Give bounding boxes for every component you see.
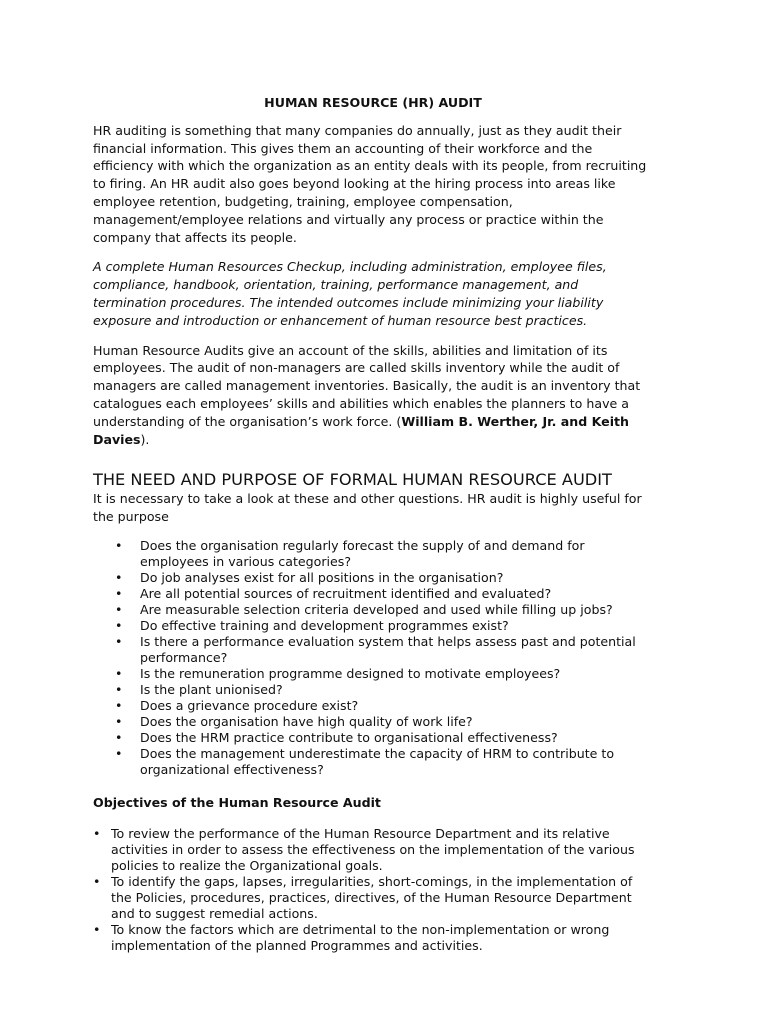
- bullet-icon: •: [115, 633, 123, 649]
- list-item: [93, 602, 653, 618]
- objectives-heading: Objectives of the Human Resource Audit: [93, 794, 381, 810]
- bullet-icon: •: [115, 585, 123, 601]
- list-item-text: Are measurable selection criteria developed and used while filling up jobs?: [140, 601, 613, 617]
- bullet-icon: •: [115, 617, 123, 633]
- list-item: [93, 570, 653, 586]
- list-item-text: Does the organisation regularly forecast the supply of and demand for employees in various categories?: [140, 537, 585, 569]
- list-item-text: Is the plant unionised?: [140, 681, 283, 697]
- bullet-icon: •: [115, 713, 123, 729]
- bullet-icon: •: [93, 921, 101, 937]
- list-item-text: To identify the gaps, lapses, irregularities, short-comings, in the implementation of the Policies, procedures, practices, directives, of the Human Resource Department and to suggest remedial actions.: [111, 873, 633, 921]
- section-heading: THE NEED AND PURPOSE OF FORMAL HUMAN RESOURCE AUDIT: [93, 470, 612, 490]
- list-item: [93, 698, 653, 714]
- bullet-icon: •: [93, 873, 101, 889]
- audit-definition-text: Human Resource Audits give an account of the skills, abilities and limitation of its employees. The audit of non-managers are called skills inventory while the audit of managers are called management inventories. Basically, the audit is an inventory that catalogues each employees’ skills and abilities which enables the planners to have a understanding of the organisation’s work force. (: [93, 342, 641, 429]
- list-item-text: Does the organisation have high quality of work life?: [140, 713, 473, 729]
- section-intro: It is necessary to take a look at these and other questions. HR audit is highly useful for the purpose: [93, 491, 642, 525]
- list-item: [93, 826, 653, 874]
- bullet-icon: •: [115, 569, 123, 585]
- list-item-text: Do job analyses exist for all positions in the organisation?: [140, 569, 504, 585]
- list-item-text: Is there a performance evaluation system that helps assess past and potential performance?: [140, 633, 636, 665]
- list-item: [93, 538, 653, 570]
- objectives-list: [93, 826, 653, 954]
- bullet-icon: •: [115, 601, 123, 617]
- list-item: [93, 634, 653, 666]
- list-item: [93, 682, 653, 698]
- list-item: [93, 746, 653, 778]
- list-item-text: Does a grievance procedure exist?: [140, 697, 359, 713]
- bullet-icon: •: [115, 729, 123, 745]
- list-item: [93, 714, 653, 730]
- list-item-text: Does the management underestimate the capacity of HRM to contribute to organizational effectiveness?: [140, 745, 615, 777]
- audit-definition-paragraph: [93, 342, 653, 449]
- bullet-icon: •: [115, 665, 123, 681]
- list-item-text: Are all potential sources of recruitment identified and evaluated?: [140, 585, 552, 601]
- citation-authors: William B. Werther, Jr. and Keith Davies: [93, 413, 630, 447]
- list-item: [93, 666, 653, 682]
- citation-closing: ).: [140, 431, 150, 447]
- list-item: [93, 730, 653, 746]
- document-title: HUMAN RESOURCE (HR) AUDIT: [264, 95, 482, 110]
- bullet-icon: •: [115, 681, 123, 697]
- document-page: [93, 94, 653, 954]
- list-item-text: To review the performance of the Human Resource Department and its relative activities in order to assess the effectiveness on the implementation of the various policies to realize the Organizational goals.: [111, 825, 635, 873]
- question-list: [93, 538, 653, 778]
- bullet-icon: •: [93, 825, 101, 841]
- checkup-paragraph: A complete Human Resources Checkup, including administration, employee files, compliance, handbook, orientation, training, performance management, and termination procedures. The intended outcomes include minimizing your liability exposure and introduction or enhancement of human resource best practices.: [93, 259, 607, 328]
- list-item-text: Is the remuneration programme designed to motivate employees?: [140, 665, 561, 681]
- list-item: [93, 922, 653, 954]
- list-item: [93, 586, 653, 602]
- intro-paragraph: HR auditing is something that many companies do annually, just as they audit their financial information. This gives them an accounting of their workforce and the efficiency with which the organization as an entity deals with its people, from recruiting to firing. An HR audit also goes beyond looking at the hiring process into areas like employee retention, budgeting, training, employee compensation, management/employee relations and virtually any process or practice within the company that affects its people.: [93, 122, 647, 245]
- bullet-icon: •: [115, 745, 123, 761]
- list-item-text: Does the HRM practice contribute to organisational effectiveness?: [140, 729, 558, 745]
- list-item: [93, 618, 653, 634]
- bullet-icon: •: [115, 537, 123, 553]
- list-item: [93, 874, 653, 922]
- list-item-text: Do effective training and development programmes exist?: [140, 617, 509, 633]
- list-item-text: To know the factors which are detrimental to the non-implementation or wrong implementation of the planned Programmes and activities.: [111, 921, 610, 953]
- bullet-icon: •: [115, 697, 123, 713]
